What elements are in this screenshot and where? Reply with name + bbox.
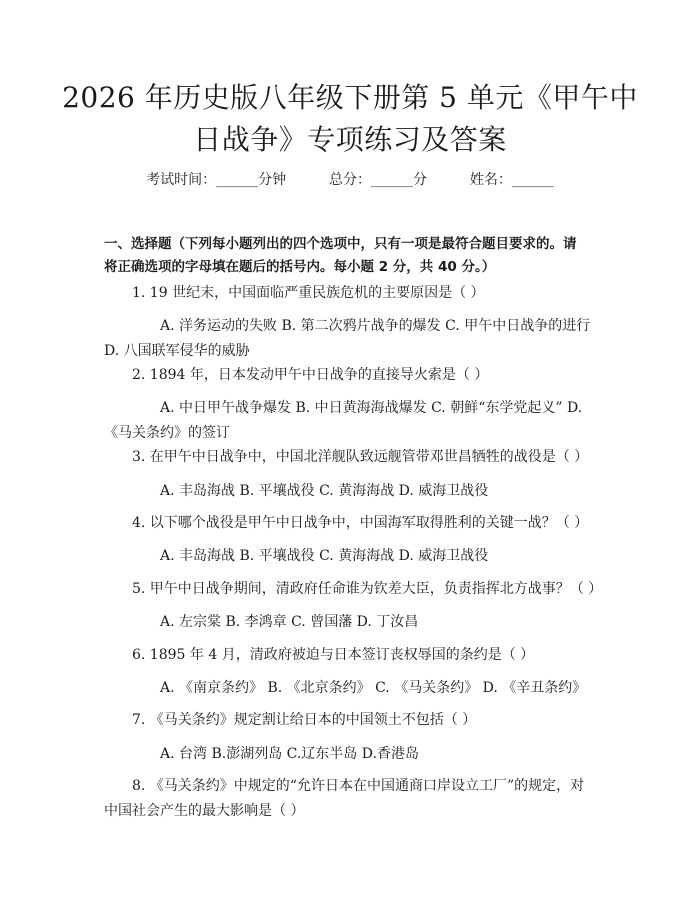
time-blank: ______ bbox=[216, 172, 259, 188]
question-1-options bbox=[104, 314, 596, 364]
question-2-options-line-1: A. 中日甲午战争爆发 B. 中日黄海海战爆发 C. 朝鲜“东学党起义” D. bbox=[160, 400, 583, 416]
question-1-stem: 1. 19 世纪末，中国面临严重民族危机的主要原因是（ ） bbox=[132, 285, 485, 301]
question-5-options bbox=[104, 610, 596, 635]
name-blank: ______ bbox=[511, 172, 554, 188]
score-blank: ______ bbox=[371, 172, 413, 188]
name-label: 姓名： bbox=[469, 172, 512, 188]
question-5-options-line-1: A. 左宗棠 B. 李鸿章 C. 曾国藩 D. 丁汝昌 bbox=[160, 614, 419, 630]
score-label: 总分： bbox=[329, 172, 371, 188]
score-unit: 分 bbox=[413, 172, 427, 188]
question-7-stem: 7. 《马关条约》规定割让给日本的中国领土不包括（ ） bbox=[132, 712, 477, 728]
time-label: 考试时间： bbox=[146, 172, 217, 188]
question-3-stem: 3. 在甲午中日战争中，中国北洋舰队致远舰管带邓世昌牺牲的战役是（ ） bbox=[132, 449, 589, 465]
question-2-stem: 2. 1894 年，日本发动甲午中日战争的直接导火索是（ ） bbox=[132, 367, 489, 383]
question-4-stem: 4. 以下哪个战役是甲午中日战争中，中国海军取得胜利的关键一战？（ ） bbox=[132, 515, 589, 531]
question-6-stem: 6. 1895 年 4 月，清政府被迫与日本签订丧权辱国的条约是（ ） bbox=[132, 647, 535, 663]
question-3-options-line-1: A. 丰岛海战 B. 平壤战役 C. 黄海海战 D. 威海卫战役 bbox=[160, 483, 489, 499]
question-5-stem: 5. 甲午中日战争期间，清政府任命谁为钦差大臣，负责指挥北方战事？（ ） bbox=[132, 581, 603, 597]
document-title-line-1: 2026 年历史版八年级下册第 5 单元《甲午中 bbox=[62, 81, 638, 114]
question-7-options bbox=[104, 742, 596, 767]
question-1-options-line-2: D. 八国联军侵华的威胁 bbox=[104, 343, 250, 359]
question-8-stem bbox=[104, 774, 604, 824]
question-4-options-line-1: A. 丰岛海战 B. 平壤战役 C. 黄海海战 D. 威海卫战役 bbox=[160, 548, 489, 564]
exam-info-line bbox=[0, 170, 700, 190]
question-8-stem-line-2: 中国社会产生的最大影响是（ ） bbox=[104, 803, 305, 819]
question-3-options bbox=[104, 479, 596, 504]
question-6-options-line-1: A. 《南京条约》 B. 《北京条约》 C. 《马关条约》 D. 《辛丑条约》 bbox=[160, 680, 587, 696]
document-title-line-2: 日战争》专项练习及答案 bbox=[193, 123, 507, 156]
time-unit: 分钟 bbox=[258, 172, 287, 188]
question-6-options bbox=[104, 676, 596, 701]
question-4-options bbox=[104, 544, 596, 569]
question-1-options-line-1: A. 洋务运动的失败 B. 第二次鸦片战争的爆发 C. 甲午中日战争的进行 bbox=[160, 318, 591, 334]
question-8-stem-line-1: 8. 《马关条约》中规定的“允许日本在中国通商口岸设立工厂”的规定，对 bbox=[132, 778, 585, 794]
section-heading-line-1: 一、选择题（下列每小题列出的四个选项中，只有一项是最符合题目要求的。请 bbox=[104, 236, 577, 252]
section-heading-line-2: 将正确选项的字母填在题后的括号内。每小题 2 分，共 40 分。） bbox=[104, 259, 496, 275]
question-2-options-line-2: 《马关条约》的签订 bbox=[104, 425, 230, 441]
question-2-options bbox=[104, 396, 596, 446]
section-heading bbox=[104, 233, 604, 279]
question-7-options-line-1: A. 台湾 B.澎湖列岛 C.辽东半岛 D.香港岛 bbox=[160, 746, 419, 762]
